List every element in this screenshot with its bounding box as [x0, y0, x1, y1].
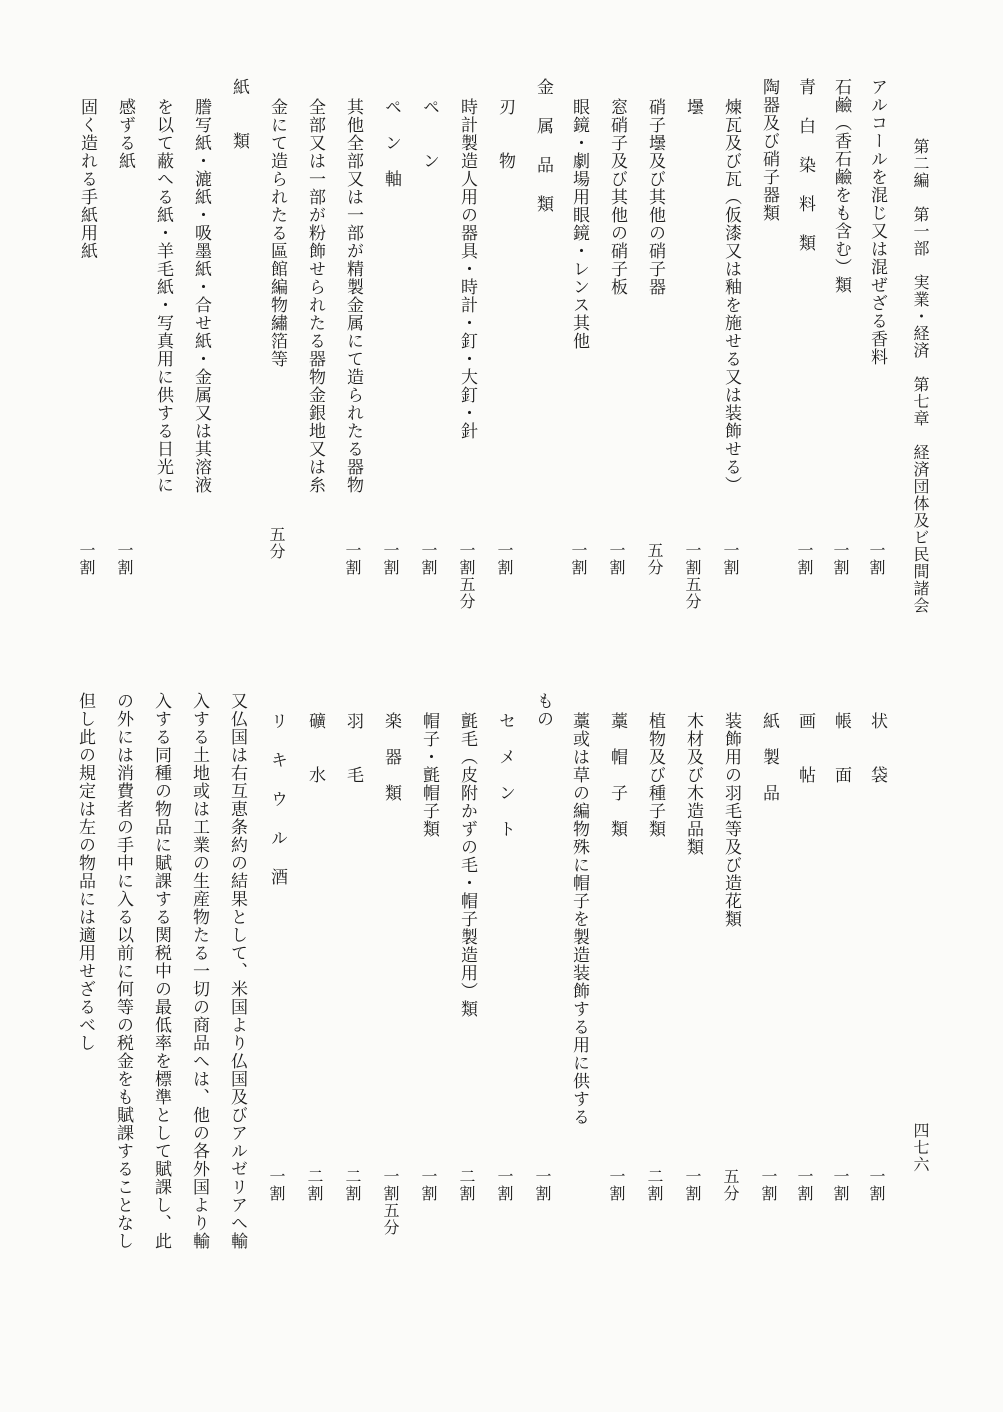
list-item: 固く造れる手紙用紙 [77, 98, 97, 260]
rate: 二割 [457, 1168, 476, 1202]
page-number: 四七六 [911, 1122, 930, 1173]
rate: 一割 [495, 542, 514, 576]
list-item: リ キ ウ ル 酒 [267, 712, 287, 886]
list-item: 羽 毛 [343, 712, 363, 784]
paragraph-line: 但し此の規定は左の物品には適用せざるべし [75, 692, 95, 1052]
rate: 一割 [831, 1168, 850, 1202]
list-item: 木材及び木造品類 [683, 712, 703, 856]
rate: 一割 [867, 1168, 886, 1202]
list-item: 眼鏡・劇場用眼鏡・レンス其他 [569, 98, 589, 350]
rate: 二割 [305, 1168, 324, 1202]
list-item: 壜 [683, 98, 703, 116]
list-item: 帽子・氈帽子類 [419, 712, 439, 838]
list-item: 硝子壜及び其他の硝子器 [645, 98, 665, 296]
list-item: 全部又は一部が粉飾せられたる器物金銀地又は糸 [305, 98, 325, 494]
rate: 一割 [419, 542, 438, 576]
paragraph-line: 又仏国は右互恵条約の結果として、米国より仏国及びアルゼリアへ輸 [227, 692, 247, 1250]
list-item: 石鹼（香石鹼をも含む）類 [831, 78, 851, 294]
rate: 五分 [267, 526, 286, 560]
list-item: 礦 水 [305, 712, 325, 784]
rate: 一割 [795, 542, 814, 576]
rate: 二割 [645, 1168, 664, 1202]
rate: 五分 [721, 1168, 740, 1202]
list-item: 紙 製 品 [759, 712, 779, 802]
rate: 一割 [115, 542, 134, 576]
rate: 一割 [759, 1168, 778, 1202]
list-item: を以て蔽へる紙・羊毛紙・写真用に供する日光に [153, 98, 173, 494]
list-item: 其他全部又は一部が精製金属にて造られたる器物 [343, 98, 363, 494]
rate: 一割 [831, 542, 850, 576]
list-item: 煉瓦及び瓦（仮漆又は釉を施せる又は装飾せる） [721, 98, 741, 494]
list-item: 帳 面 [831, 712, 851, 784]
rate: 一割 [795, 1168, 814, 1202]
list-item: 楽 器 類 [381, 712, 401, 802]
paragraph-line: 入する土地或は工業の生産物たる一切の商品へは、他の各外国より輸 [189, 692, 209, 1250]
list-item: ペ ン 軸 [381, 98, 401, 188]
list-item: 状 袋 [867, 712, 887, 784]
rate: 一割五分 [381, 1168, 400, 1236]
rate: 一割 [419, 1168, 438, 1202]
list-item: 植物及び種子類 [645, 712, 665, 838]
list-item: 藁或は草の編物殊に帽子を製造装飾する用に供する [569, 712, 589, 1126]
list-item: 紙 類 [229, 78, 249, 150]
list-item: 藁 帽 子 類 [607, 712, 627, 838]
rate: 一割 [607, 1168, 626, 1202]
list-item: 氈毛（皮附かずの毛・帽子製造用）類 [457, 712, 477, 1018]
list-item: 謄写紙・漉紙・吸墨紙・合せ紙・金属又は其溶液 [191, 98, 211, 494]
rate: 一割 [721, 542, 740, 576]
paragraph-line: の外には消費者の手中に入る以前に何等の税金をも賦課することなし [113, 692, 133, 1250]
list-item: セ メ ン ト [495, 712, 515, 838]
rate: 一割 [569, 542, 588, 576]
list-item: ペ ン [419, 98, 439, 170]
rate: 一割 [533, 1168, 552, 1202]
rate: 一割 [607, 542, 626, 576]
rate: 一割五分 [457, 542, 476, 610]
list-item: 感ずる紙 [115, 98, 135, 170]
rate: 一割 [343, 542, 362, 576]
list-item: 刃 物 [495, 98, 515, 170]
list-item: 装飾用の羽毛等及び造花類 [721, 712, 741, 928]
list-item: 陶器及び硝子器類 [759, 78, 779, 222]
rate: 一割五分 [683, 542, 702, 610]
list-item: もの [533, 692, 553, 728]
list-item: 金 属 品 類 [533, 78, 553, 213]
rate: 一割 [77, 542, 96, 576]
list-item: 時計製造人用の器具・時計・釘・大釘・針 [457, 98, 477, 440]
list-item: 金にて造られたる區館編物繡箔等 [267, 98, 287, 368]
list-item: 画 帖 [795, 712, 815, 784]
list-item: 窓硝子及び其他の硝子板 [607, 98, 627, 296]
list-item: アルコールを混じ又は混ぜざる香料 [867, 78, 887, 366]
rate: 二割 [343, 1168, 362, 1202]
running-header: 第二編 第一部 実業・経済 第七章 経済団体及ビ民間諸会 [911, 138, 930, 614]
rate: 一割 [267, 1168, 286, 1202]
rate: 一割 [495, 1168, 514, 1202]
paragraph-line: 入する同種の物品に賦課する関税中の最低率を標準として賦課し、此 [151, 692, 171, 1250]
rate: 一割 [683, 1168, 702, 1202]
rate: 一割 [867, 542, 886, 576]
rate: 一割 [381, 542, 400, 576]
rate: 五分 [645, 542, 664, 576]
list-item: 青 白 染 料 類 [795, 78, 815, 252]
